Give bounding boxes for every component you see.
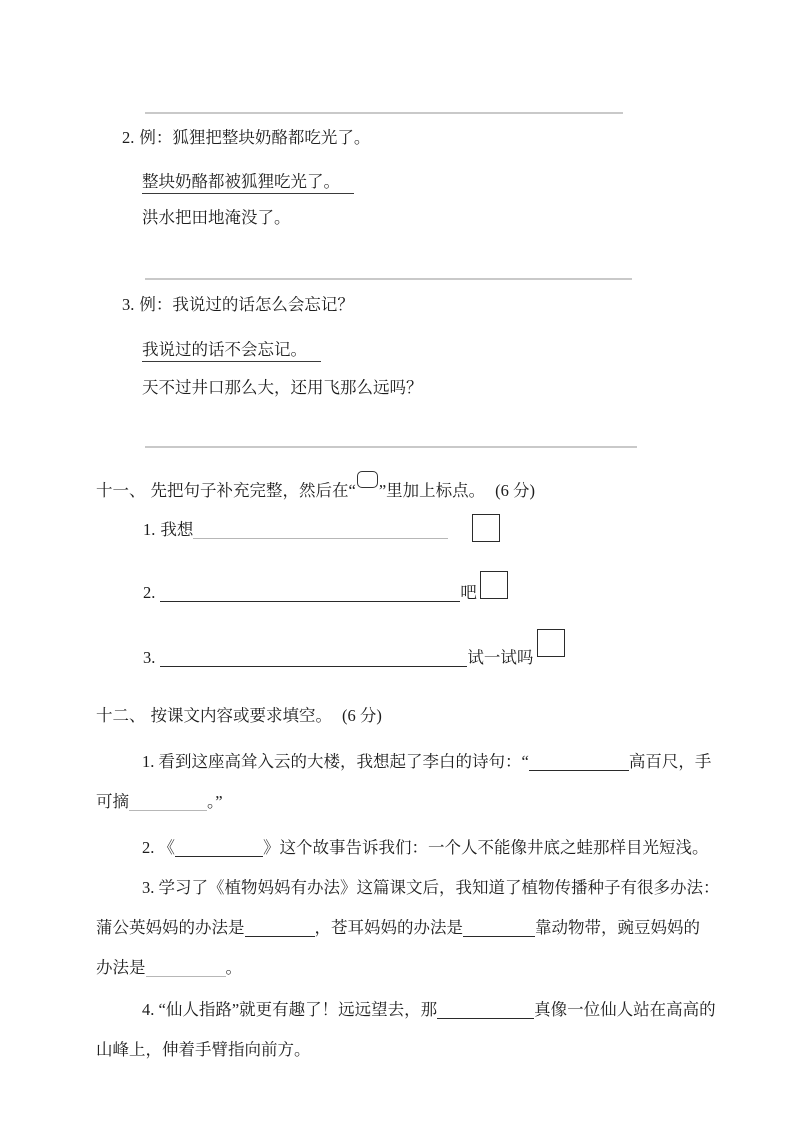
fill-text: 山峰上，伸着手臂指向前方。 <box>96 1040 311 1059</box>
fill-text: 可摘 <box>96 792 129 811</box>
fill-text: 办法是 <box>96 958 146 977</box>
fill-text: 》这个故事告诉我们：一个人不能像井底之蛙那样目光短浅。 <box>263 838 709 857</box>
section-divider <box>145 278 632 280</box>
section-eleven-item-1 <box>143 519 448 541</box>
section-numeral: 十二、 <box>96 706 146 725</box>
fill-text: 2. 《 <box>142 838 175 857</box>
item-number: 3. <box>122 295 135 314</box>
rewrite-exercise-3-example-line <box>122 294 354 316</box>
section-twelve-item-3-line-1 <box>142 877 720 899</box>
section-twelve-item-1-line-2 <box>96 791 223 813</box>
rewrite-exercise-3-answer-line <box>142 339 321 361</box>
section-twelve-item-1-line-1 <box>142 751 711 773</box>
item-number: 2. <box>143 583 156 602</box>
fill-text: 3. 学习了《植物妈妈有办法》这篇课文后，我知道了植物传播种子有很多办法： <box>142 878 720 897</box>
item-number: 3. <box>143 648 156 667</box>
answer-blank[interactable] <box>463 920 535 938</box>
heading-text: 先把句子补充完整，然后在“ <box>150 481 356 500</box>
answer-blank[interactable] <box>146 960 226 978</box>
sentence-start: 我想 <box>160 520 194 539</box>
sentence-end: 试一试吗 <box>467 648 534 667</box>
answer-blank[interactable] <box>529 754 629 772</box>
section-eleven-item-3 <box>143 647 533 669</box>
section-twelve-item-3-line-2 <box>96 917 700 939</box>
rewrite-exercise-2-answer-line <box>142 171 354 193</box>
answer-blank[interactable] <box>245 920 315 938</box>
model-answer-underlined: 我说过的话不会忘记。 <box>142 340 321 362</box>
section-eleven-heading <box>96 479 535 502</box>
rewrite-exercise-3-sentence-line <box>142 377 423 399</box>
answer-blank[interactable] <box>437 1002 534 1020</box>
sentence-to-rewrite: 洪水把田地淹没了。 <box>142 208 291 227</box>
section-twelve-item-4-line-2 <box>96 1039 311 1061</box>
example-sentence: 例：我说过的话怎么会忘记？ <box>139 295 354 314</box>
fill-text: 真像一位仙人站在高高的 <box>534 1000 716 1019</box>
sentence-to-rewrite: 天不过井口那么大，还用飞那么远吗？ <box>142 378 423 397</box>
punctuation-placeholder-box-icon <box>357 471 378 488</box>
fill-text: ，苍耳妈妈的办法是 <box>314 918 463 937</box>
answer-blank[interactable] <box>193 522 448 540</box>
answer-blank[interactable] <box>160 585 460 603</box>
section-twelve-item-4-line-1 <box>142 999 716 1021</box>
section-numeral: 十一、 <box>96 481 146 500</box>
heading-text: ”里加上标点。 <box>378 481 486 500</box>
answer-blank[interactable] <box>160 650 467 668</box>
section-twelve-item-3-line-3 <box>96 957 242 979</box>
answer-blank[interactable] <box>175 840 263 858</box>
points-label: (6 分) <box>342 706 382 725</box>
fill-text: 4. “仙人指路”就更有趣了！远远望去，那 <box>142 1000 438 1019</box>
section-divider <box>145 112 623 114</box>
heading-text: 按课文内容或要求填空。 <box>150 706 332 725</box>
model-answer-underlined: 整块奶酪都被狐狸吃光了。 <box>142 172 354 194</box>
item-number: 2. <box>122 128 135 147</box>
rewrite-exercise-2-example-line <box>122 127 370 149</box>
punctuation-box[interactable] <box>472 514 500 542</box>
answer-blank[interactable] <box>129 794 207 812</box>
fill-text: 。 <box>225 958 242 977</box>
punctuation-box[interactable] <box>537 629 565 657</box>
example-sentence: 例：狐狸把整块奶酪都吃光了。 <box>139 128 371 147</box>
sentence-end: 吧 <box>460 583 477 602</box>
rewrite-exercise-2-sentence-line <box>142 207 291 229</box>
fill-text: 蒲公英妈妈的办法是 <box>96 918 245 937</box>
section-twelve-item-2 <box>142 837 709 859</box>
fill-text: 靠动物带，豌豆妈妈的 <box>535 918 700 937</box>
section-divider <box>145 446 637 448</box>
points-label: (6 分) <box>495 481 536 500</box>
fill-text: 1. 看到这座高耸入云的大楼，我想起了李白的诗句：“ <box>142 752 529 771</box>
item-number: 1. <box>143 520 156 539</box>
fill-text: 。” <box>207 792 223 811</box>
punctuation-box[interactable] <box>480 571 508 599</box>
fill-text: 高百尺，手 <box>628 752 712 771</box>
section-eleven-item-2 <box>143 582 477 604</box>
section-twelve-heading <box>96 705 382 727</box>
